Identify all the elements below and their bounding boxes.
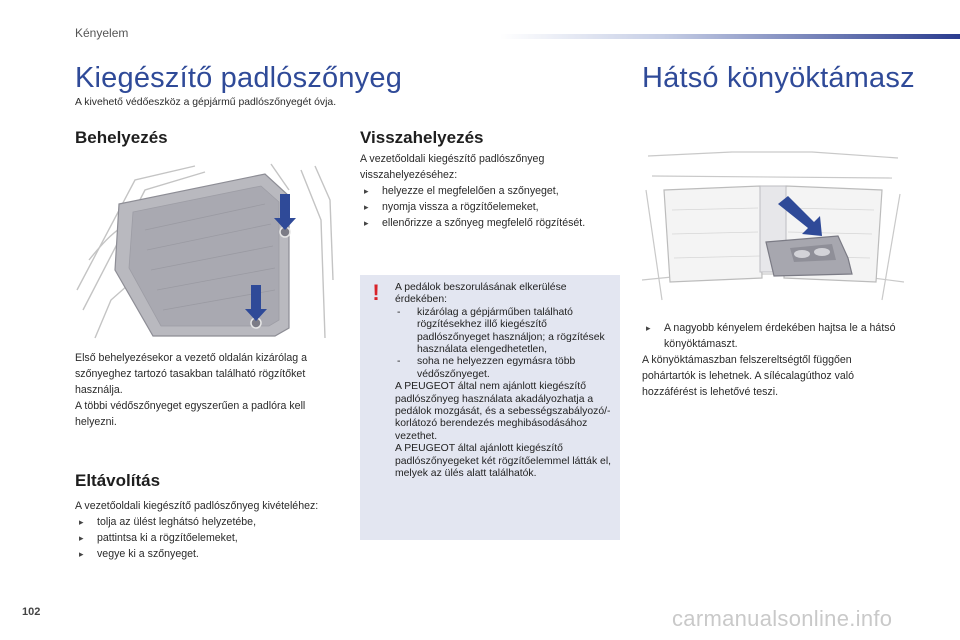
armrest-title: Hátsó könyöktámasz	[642, 62, 915, 94]
install-paragraph-2: A többi védőszőnyeget egyszerűen a padlóra kell helyezni.	[75, 400, 306, 428]
reinstall-steps	[360, 183, 625, 231]
warning-lead: A pedálok beszorulásának elkerülése érdekében:	[395, 282, 567, 306]
page-title: Kiegészítő padlószőnyeg	[75, 62, 403, 94]
reinstall-step-1: ▸ helyezze el megfelelően a szőnyeget,	[360, 183, 625, 199]
remove-intro: A vezetőoldali kiegészítő padlószőnyeg kivételéhez:	[75, 500, 319, 512]
armrest-steps	[642, 320, 907, 352]
floor-mat-illustration	[75, 160, 337, 342]
watermark: carmanualsonline.info	[672, 606, 893, 631]
warning-item-2: - soha ne helyezzen egymásra több védőszőnyeget.	[395, 356, 617, 381]
remove-step-1: ▸ tolja az ülést leghátsó helyzetébe,	[75, 514, 325, 530]
armrest-step-1: ▸ A nagyobb kényelem érdekében hajtsa le a hátsó könyöktámaszt.	[642, 320, 907, 352]
remove-step-3: ▸ vegye ki a szőnyeget.	[75, 546, 325, 562]
section-header: Kényelem	[75, 26, 129, 40]
remove-text	[75, 498, 325, 562]
warning-paragraph-2: A PEUGEOT által ajánlott kiegészítő padlószőnyegeket két rögzítőelemmel látták el, melyek az ülés alatt találhatók.	[395, 443, 612, 480]
header-bar	[500, 34, 960, 39]
armrest-paragraph: A könyöktámaszban felszereltségtől függően pohártartók is lehetnek. A sílécalagúthoz való hozzáférést is lehetővé teszi.	[642, 354, 855, 398]
install-paragraph-1: Első behelyezésekor a vezető oldalán kizárólag a szőnyeghez tartozó tasakban található rögzítőket használja.	[75, 352, 308, 396]
armrest-text	[642, 320, 907, 400]
install-text	[75, 350, 345, 430]
reinstall-heading: Visszahelyezés	[360, 128, 484, 147]
remove-heading: Eltávolítás	[75, 471, 161, 490]
remove-steps	[75, 514, 325, 562]
reinstall-step-3: ▸ ellenőrizze a szőnyeg megfelelő rögzítését.	[360, 215, 625, 231]
page-number: 102	[22, 606, 41, 618]
rear-armrest-illustration	[642, 150, 904, 310]
warning-items	[395, 307, 617, 381]
page-subtitle: A kivehető védőeszköz a gépjármű padlószőnyegét óvja.	[75, 97, 337, 108]
warning-icon: !	[372, 280, 380, 305]
reinstall-intro: A vezetőoldali kiegészítő padlószőnyeg visszahelyezéséhez:	[360, 153, 545, 181]
install-heading: Behelyezés	[75, 128, 168, 147]
remove-step-2: ▸ pattintsa ki a rögzítőelemeket,	[75, 530, 325, 546]
warning-paragraph-1: A PEUGEOT által nem ajánlott kiegészítő padlószőnyeg használata akadályozhatja a pedálok mozgását, és a sebességszabályozó/-korlátozó berendezés meghibásodásához vezethet.	[395, 381, 611, 442]
reinstall-step-2: ▸ nyomja vissza a rögzítőelemeket,	[360, 199, 625, 215]
reinstall-text	[360, 151, 625, 231]
warning-item-1: - kizárólag a gépjárműben található rögzítésekhez illő kiegészítő padlószőnyeget használjon; a rögzítések használata elengedhetetlen,	[395, 307, 617, 357]
warning-text	[395, 282, 617, 481]
